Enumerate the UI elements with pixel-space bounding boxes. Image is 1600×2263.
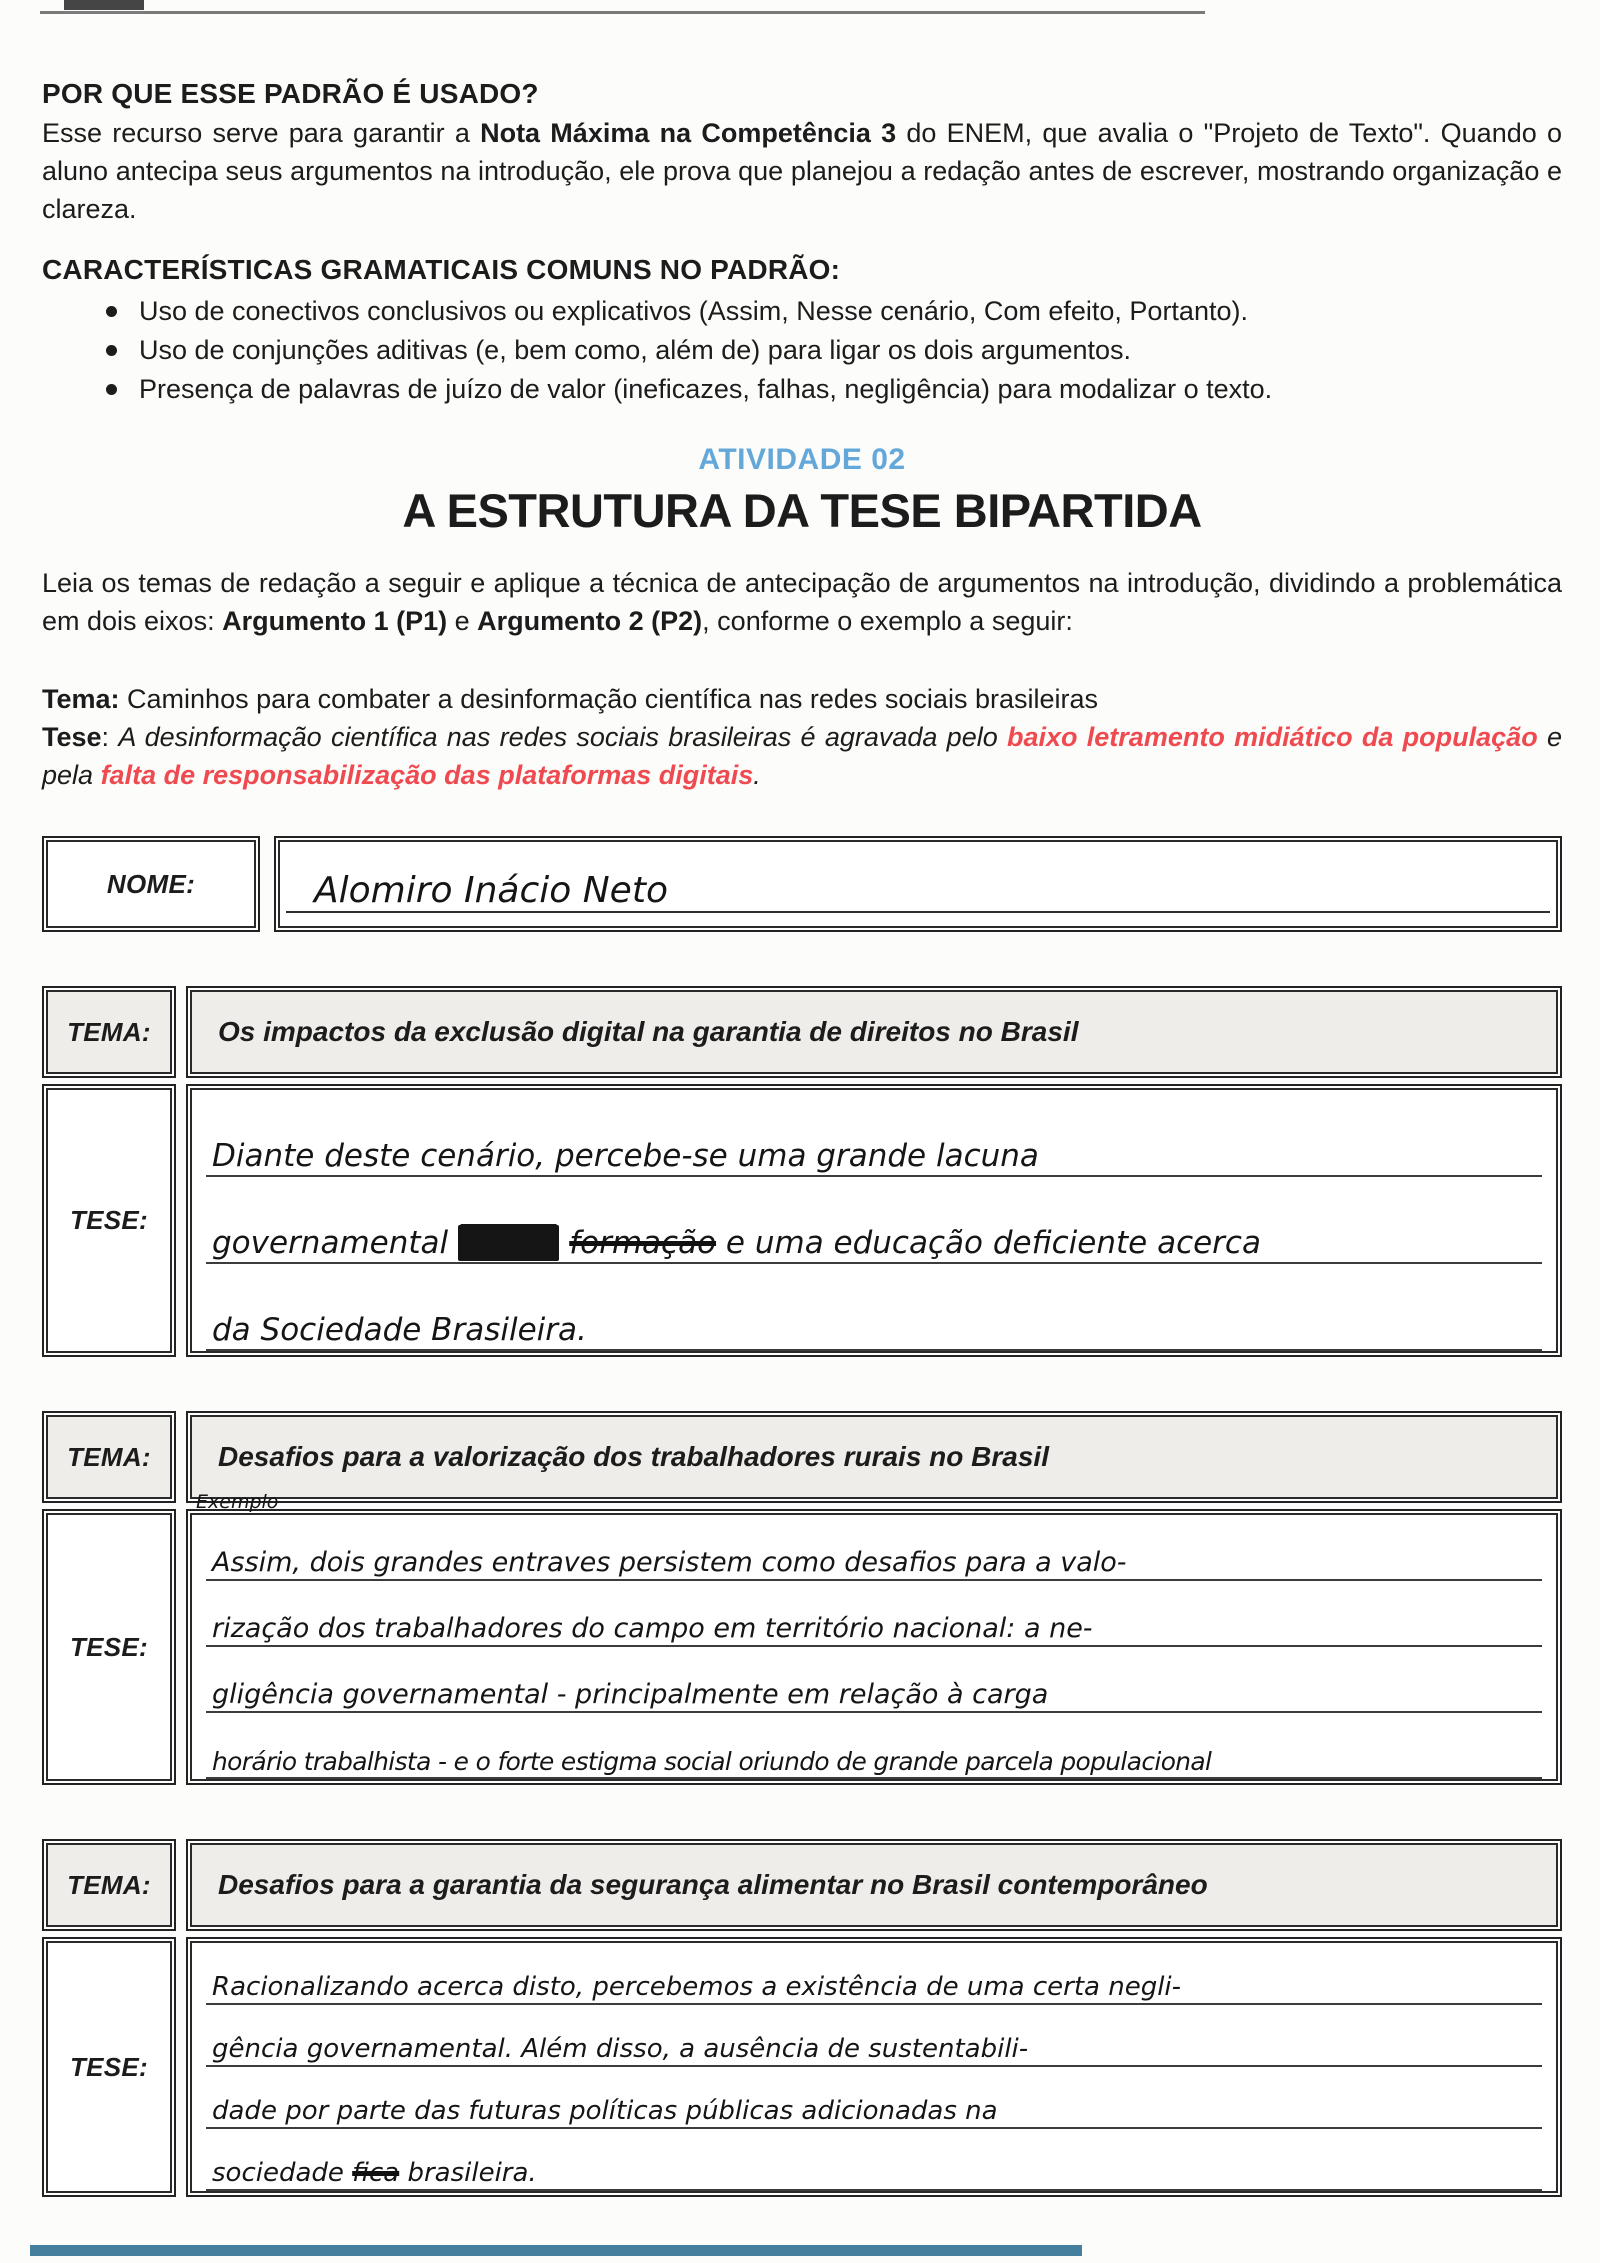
table-1-tese-line-2 bbox=[212, 1225, 1261, 1261]
tese-line bbox=[206, 1515, 1542, 1581]
tese-line bbox=[206, 1264, 1542, 1351]
activity-intro bbox=[42, 564, 1562, 640]
bullet-dot-icon bbox=[106, 384, 117, 395]
table-3-tema-label-box bbox=[42, 1839, 176, 1931]
why-paragraph bbox=[42, 114, 1562, 228]
features-heading: CARACTERÍSTICAS GRAMATICAIS COMUNS NO PADRÃO: bbox=[42, 254, 841, 285]
table-3-tese-row bbox=[42, 1937, 1562, 2197]
table-2-tese-line-4: horário trabalhista - e o forte estigma social oriundo de grande parcela populacional bbox=[212, 1747, 1212, 1776]
table-3-tese-label-box bbox=[42, 1937, 176, 2197]
table-2-tese-label: TESE: bbox=[69, 1631, 149, 1662]
table-1-tema-row bbox=[42, 986, 1562, 1078]
intro-mid: e bbox=[447, 606, 478, 636]
table-2-tese-row bbox=[42, 1509, 1562, 1785]
name-rule-line bbox=[286, 911, 1550, 913]
table-3-tese-line-1: Racionalizando acerca disto, percebemos a existência de uma certa negli- bbox=[212, 1972, 1182, 2002]
handwritten-annotation: Exemplo bbox=[196, 1491, 279, 1513]
tese-line bbox=[206, 2005, 1542, 2067]
table-1-tema-text: Os impactos da exclusão digital na garantia de direitos no Brasil bbox=[218, 1016, 1079, 1047]
scribble-blackout: ████ bbox=[458, 1225, 559, 1261]
example-tese-line bbox=[42, 718, 1562, 794]
table-1-tese-line-1: Diante deste cenário, percebe-se uma grande lacuna bbox=[212, 1138, 1039, 1174]
example-tese-label: Tese bbox=[42, 722, 102, 752]
tese-line bbox=[206, 1647, 1542, 1713]
example-tema-text: Caminhos para combater a desinformação científica nas redes sociais brasileiras bbox=[119, 684, 1098, 714]
features-list bbox=[42, 292, 1562, 409]
tese-line bbox=[206, 2129, 1542, 2191]
table-1-tese-row bbox=[42, 1084, 1562, 1357]
example-tese-sep: : bbox=[101, 722, 119, 752]
tese-line bbox=[206, 2067, 1542, 2129]
bullet-dot-icon bbox=[106, 345, 117, 356]
feature-bullet-3 bbox=[42, 370, 1562, 409]
scan-artifact-line bbox=[40, 11, 1205, 14]
intro-post: , conforme o exemplo a seguir: bbox=[702, 606, 1073, 636]
tese-line bbox=[206, 1713, 1542, 1779]
name-label-box bbox=[42, 836, 260, 932]
tese-line-2-post: e uma educação deficiente acerca bbox=[716, 1225, 1261, 1261]
table-2-tese-box bbox=[186, 1509, 1562, 1785]
worksheet-table-1 bbox=[42, 986, 1562, 1357]
example-tema-line bbox=[42, 680, 1562, 718]
scan-footer-bar bbox=[30, 2245, 1082, 2256]
table-3-tese-line-4 bbox=[212, 2158, 537, 2188]
table-2-tese-line-1: Assim, dois grandes entraves persistem como desafios para a valo- bbox=[212, 1547, 1127, 1578]
table-1-tema-label: TEMA: bbox=[67, 1016, 151, 1047]
table-3-tese-line-2: gência governamental. Além disso, a ausência de sustentabili- bbox=[212, 2034, 1029, 2064]
why-text-pre: Esse recurso serve para garantir a bbox=[42, 118, 481, 148]
table-2-tema-label: TEMA: bbox=[67, 1441, 151, 1472]
table-1-tese-label-box bbox=[42, 1084, 176, 1357]
example-tese-italic-1: A desinformação científica nas redes sociais brasileiras é agravada pelo bbox=[118, 722, 1007, 752]
table-1-tese-box bbox=[186, 1084, 1562, 1357]
tese-line bbox=[206, 1090, 1542, 1177]
why-text-bold: Nota Máxima na Competência 3 bbox=[480, 118, 897, 148]
activity-title: A ESTRUTURA DA TESE BIPARTIDA bbox=[402, 484, 1202, 537]
table-1-tese-line-3: da Sociedade Brasileira. bbox=[212, 1312, 587, 1348]
table-3-tema-text: Desafios para a garantia da segurança alimentar no Brasil contemporâneo bbox=[218, 1869, 1208, 1900]
table-1-tese-label: TESE: bbox=[69, 1205, 149, 1235]
tese-line-4-post: brasileira. bbox=[399, 2158, 537, 2188]
example-tese-red-1: baixo letramento midiático da população bbox=[1007, 722, 1538, 752]
intro-bold-2: Argumento 2 (P2) bbox=[477, 606, 703, 636]
tese-line bbox=[206, 1581, 1542, 1647]
intro-bold-1: Argumento 1 (P1) bbox=[222, 606, 448, 636]
feature-bullet-1 bbox=[42, 292, 1562, 331]
worksheet-table-2 bbox=[42, 1411, 1562, 1785]
table-2-tese-line-2: rização dos trabalhadores do campo em território nacional: a ne- bbox=[212, 1613, 1093, 1644]
worksheet-table-3 bbox=[42, 1839, 1562, 2197]
table-2-tema-row bbox=[42, 1411, 1562, 1513]
feature-bullet-2-text: Uso de conjunções aditivas (e, bem como, além de) para ligar os dois argumentos. bbox=[139, 335, 1131, 365]
scan-artifact-block bbox=[64, 0, 144, 10]
table-3-tema-row bbox=[42, 1839, 1562, 1931]
example-tese-italic-2: e pela bbox=[42, 722, 1562, 790]
table-2-tese-label-box bbox=[42, 1509, 176, 1785]
bullet-dot-icon bbox=[106, 306, 117, 317]
why-heading: POR QUE ESSE PADRÃO É USADO? bbox=[42, 78, 539, 109]
tese-line-2-pre: governamental bbox=[212, 1225, 458, 1261]
crossed-out-word: fica bbox=[352, 2158, 400, 2188]
example-tese-end: . bbox=[753, 760, 761, 790]
table-1-tema-box bbox=[186, 986, 1562, 1078]
table-3-tema-label: TEMA: bbox=[67, 1869, 151, 1900]
table-2-tema-box bbox=[186, 1411, 1562, 1513]
table-2-tema-text: Desafios para a valorização dos trabalhadores rurais no Brasil bbox=[218, 1441, 1049, 1472]
feature-bullet-2 bbox=[42, 331, 1562, 370]
table-3-tese-line-3: dade por parte das futuras políticas públicas adicionadas na bbox=[212, 2096, 998, 2126]
crossed-out-word: formação bbox=[569, 1225, 717, 1261]
feature-bullet-1-text: Uso de conectivos conclusivos ou explicativos (Assim, Nesse cenário, Com efeito, Portanto). bbox=[139, 296, 1248, 326]
table-2-tema-label-box bbox=[42, 1411, 176, 1503]
table-3-tema-box bbox=[186, 1839, 1562, 1931]
table-3-tese-label: TESE: bbox=[69, 2051, 149, 2082]
table-2-tese-line-3: gligência governamental - principalmente em relação à carga bbox=[212, 1679, 1049, 1710]
example-block bbox=[42, 680, 1562, 794]
name-row bbox=[42, 836, 1562, 932]
table-3-tese-box bbox=[186, 1937, 1562, 2197]
why-text-post: do ENEM, que avalia o "Projeto de Texto". Quando o aluno antecipa seus argumentos na introdução, ele prova que planejou a redação antes de escrever, mostrando organização e clareza. bbox=[42, 118, 1562, 224]
name-label: NOME: bbox=[106, 868, 196, 899]
example-tema-label: Tema: bbox=[42, 684, 120, 714]
table-1-tema-label-box bbox=[42, 986, 176, 1078]
example-tese-red-2: falta de responsabilização das plataformas digitais bbox=[100, 760, 754, 790]
feature-bullet-3-text: Presença de palavras de juízo de valor (ineficazes, falhas, negligência) para modalizar o texto. bbox=[139, 374, 1273, 404]
tese-line bbox=[206, 1943, 1542, 2005]
activity-kicker: ATIVIDADE 02 bbox=[698, 443, 906, 476]
name-handwritten-value: Alomiro Inácio Neto bbox=[314, 870, 668, 911]
intro-pre: Leia os temas de redação a seguir e aplique a técnica de antecipação de argumentos na introdução, dividindo a problemática em dois eixos: bbox=[42, 568, 1562, 636]
name-value-box bbox=[274, 836, 1562, 932]
tese-line-4-pre: sociedade bbox=[212, 2158, 353, 2188]
tese-line bbox=[206, 1177, 1542, 1264]
